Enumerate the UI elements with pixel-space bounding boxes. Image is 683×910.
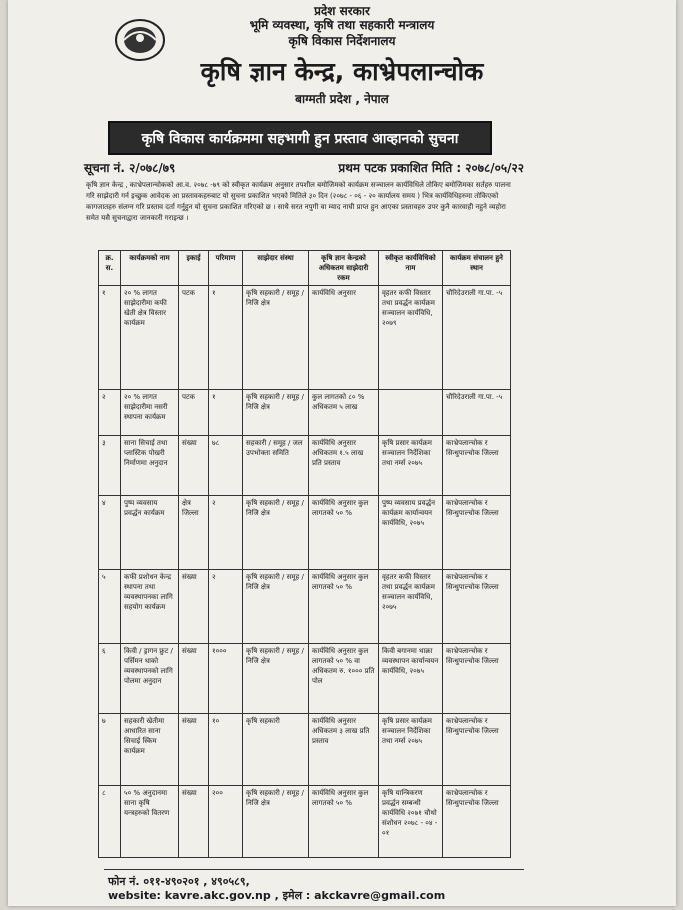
table-cell: कार्यविधि अनुसार कुल लागतको ५० % वा अधिकतम रु. १००० प्रति पोल <box>309 644 379 714</box>
table-cell: संख्या <box>179 644 209 714</box>
table-cell: २ <box>209 496 243 570</box>
table-header-cell: कार्यक्रम संचालन हुने स्थान <box>443 251 511 286</box>
table-row <box>99 570 511 644</box>
table-cell: कृषि प्रसार कार्यक्रम सञ्चालन निर्देशिका तथा नर्म्स २०७५ <box>379 436 443 496</box>
table-cell: कृषि प्रसार कार्यक्रम सञ्चालन निर्देशिका तथा नर्म्स २०७५ <box>379 714 443 786</box>
table-cell: साना सिचाई तथा प्लास्टिक पोखरी निर्माणमा अनुदान <box>121 436 179 496</box>
table-cell: काभ्रेपलान्चोक र सिन्धुपाल्चोक जिल्ला <box>443 496 511 570</box>
table-cell: संख्या <box>179 570 209 644</box>
table-cell: ३ <box>99 436 121 496</box>
footer-phone: फोन नं. ०११-४९०२०१ , ४९०५८९, <box>108 875 250 888</box>
table-cell: काभ्रेपलान्चोक र सिन्धुपाल्चोक जिल्ला <box>443 714 511 786</box>
table-cell: सहकारी / समूह / जल उपभोक्ता समिति <box>243 436 309 496</box>
table-cell: १००० <box>209 644 243 714</box>
table-header-cell: कृषि ज्ञान केन्द्रको अधिकतम साझेदारी रकम <box>309 251 379 286</box>
table-cell: चौरिदेउराली गा.पा. -५ <box>443 286 511 390</box>
table-cell: २०० <box>209 786 243 858</box>
footer <box>108 875 445 903</box>
table-cell: ५० % अनुदानमा साना कृषि यन्त्रहरुको वितरण <box>121 786 179 858</box>
table-header-cell: साझेदार संस्था <box>243 251 309 286</box>
table-row <box>99 286 511 390</box>
table-cell: कृषि सहकारी / समूह / निजि क्षेत्र <box>243 570 309 644</box>
footer-divider <box>104 869 524 870</box>
table-cell: वृहतर कफी विस्तार तथा प्रवर्द्धन कार्यक्रम सञ्चालन कार्यविधि, २०७५ <box>379 570 443 644</box>
notice-body: कृषि ज्ञान केन्द्र , काभ्रेपलान्चोकको आ.व. २०७८ -७९ को स्वीकृत कार्यक्रम अनुसार तपशील बमोजिमको कार्यक्रम सञ्चालन कार्यविधिले तोकिए बमोजिमका सर्तहरु पालना गरि साझेदारी गर्न इच्छुक आवेदक आ प्रस्तावकहरुबाट यो सुचना प्रकाशित भएको मितिले ३० दिन (२०७८ - ०६ - २० कार्यालय समय ) भित्र कार्यविधिहरुमा तोकिएको कागजातहरु संलग्न गरि प्रस्ताव दर्ता गर्नुहुन यो सुचना प्रकाशित गरिएको छ । साथै सरत नपुगी वा म्याद नाघी प्राप्त हुन आएका प्रस्तावहरु उपर कुनै कारवाही नहुने व्यहोरा समेत यसै सुचनाद्वारा जानकारी गराइन्छ । <box>86 181 511 222</box>
table-header-cell: क्र. स. <box>99 251 121 286</box>
table-cell: पुष्प व्यवसाय प्रवर्द्धन कार्यक्रम <box>121 496 179 570</box>
letterhead <box>8 0 676 108</box>
table-cell: कृषि यान्त्रिकरण प्रवर्द्धन सम्बन्धी कार्यविधि २०७१ चौथो संशोधन २०७८ - ०४ - ०१ <box>379 786 443 858</box>
table-cell: संख्या <box>179 714 209 786</box>
table-cell: वृहतर कफी विस्तार तथा प्रवर्द्धन कार्यक्रम सञ्चालन कार्यविधि, २०७९ <box>379 286 443 390</box>
table-cell: संख्या <box>179 786 209 858</box>
table-cell: ८ <box>99 786 121 858</box>
table-cell: संख्या <box>179 436 209 496</box>
table-cell: कार्यविधि अनुसार कुल लागतको ५० % <box>309 496 379 570</box>
program-table <box>98 250 511 858</box>
table-header-cell: स्वीकृत कार्यविधिको नाम <box>379 251 443 286</box>
table-cell <box>379 390 443 436</box>
table-cell: काभ्रेपलान्चोक र सिन्धुपाल्चोक जिल्ला <box>443 644 511 714</box>
header-line-2: भूमि व्यवस्था, कृषि तथा सहकारी मन्त्रालय <box>249 18 435 32</box>
table-row <box>99 390 511 436</box>
table-cell: क्षेत्र जिल्ला <box>179 496 209 570</box>
table-cell: कार्यविधि अनुसार <box>309 286 379 390</box>
table-cell: कृषि सहकारी <box>243 714 309 786</box>
table-header-cell: इकाई <box>179 251 209 286</box>
table-header-cell: परिमाण <box>209 251 243 286</box>
table-cell: २ <box>209 570 243 644</box>
header-line-3: कृषि विकास निर्देशनालय <box>288 34 396 48</box>
table-cell: कृषि सहकारी / समूह / निजि क्षेत्र <box>243 286 309 390</box>
table-cell: ५ <box>99 570 121 644</box>
table-cell: काभ्रेपलान्चोक र सिन्धुपाल्चोक जिल्ला <box>443 786 511 858</box>
table-cell: कार्यविधि अनुसार अधिकतम ३ लाख प्रति प्रस्ताव <box>309 714 379 786</box>
office-location: बाग्मती प्रदेश , नेपाल <box>295 92 389 106</box>
table-cell: पटक <box>179 286 209 390</box>
table-cell: ७८ <box>209 436 243 496</box>
table-cell: १ <box>209 390 243 436</box>
notice-number: सूचना नं. २/०७८/७९ <box>84 161 176 175</box>
notice-meta <box>84 159 524 176</box>
table-cell: कफी प्रशोधन केन्द्र स्थापना तथा व्यवस्थापनका लागि सहयोग कार्यक्रम <box>121 570 179 644</box>
table-cell: पुष्प व्यवसाय प्रवर्द्धन कार्यक्रम कार्यान्वयन कार्यविधि, २०७५ <box>379 496 443 570</box>
table-cell: कार्यविधि अनुसार कुल लागतको ५० % <box>309 570 379 644</box>
table-cell: काभ्रेपलान्चोक र सिन्धुपाल्चोक जिल्ला <box>443 436 511 496</box>
table-row <box>99 436 511 496</box>
table-cell: काभ्रेपलान्चोक र सिन्धुपाल्चोक जिल्ला <box>443 570 511 644</box>
table-cell: कार्यविधि अनुसार कुल लागतको ५० % <box>309 786 379 858</box>
table-cell: कृषि सहकारी / समूह / निजि क्षेत्र <box>243 644 309 714</box>
table-row <box>99 644 511 714</box>
notice-paper <box>8 0 676 906</box>
table-cell: ६ <box>99 644 121 714</box>
table-cell: १ <box>99 286 121 390</box>
table-cell: चौरिदेउराली गा.पा. -५ <box>443 390 511 436</box>
table-cell: सहकारी खेतीमा आधारित साना सिचाई स्किम कार्यक्रम <box>121 714 179 786</box>
table-cell: पटक <box>179 390 209 436</box>
table-cell: कृषि सहकारी / समूह / निजि क्षेत्र <box>243 496 309 570</box>
table-cell: २० % लागत साझेदारीमा कफी खेती क्षेत्र विस्तार कार्यक्रम <box>121 286 179 390</box>
notice-banner: कृषि विकास कार्यक्रममा सहभागी हुन प्रस्ताव आव्हानको सुचना <box>108 121 492 155</box>
table-cell: ७ <box>99 714 121 786</box>
table-cell: किवी / ड्रागन फ्रुट / पर्सिमन धाको व्यवस्थापनको लागि पोलमा अनुदान <box>121 644 179 714</box>
table-row <box>99 496 511 570</box>
publish-date: प्रथम पटक प्रकाशित मिति : २०७८/०५/२२ <box>338 161 524 175</box>
header-line-1: प्रदेश सरकार <box>314 4 370 18</box>
table-cell: कुल लागतको ८० % अधिकतम ५ लाख <box>309 390 379 436</box>
table-cell: ४ <box>99 496 121 570</box>
table-cell: कृषि सहकारी / समूह / निजि क्षेत्र <box>243 786 309 858</box>
table-cell: २० % लागत साझेदारीमा नसरी स्थापना कार्यक्रम <box>121 390 179 436</box>
table-cell: कृषि सहकारी / समूह / निजि क्षेत्र <box>243 390 309 436</box>
table-cell: १ <box>209 286 243 390</box>
table-cell: १० <box>209 714 243 786</box>
table-row <box>99 786 511 858</box>
table-header-row <box>99 251 511 286</box>
office-title: कृषि ज्ञान केन्द्र, काभ्रेपलान्चोक <box>200 57 484 86</box>
table-cell: किवी बगानमा थाक्रा व्यवस्थापन कार्यान्वयन कार्यविधि, २०७५ <box>379 644 443 714</box>
table-cell: कार्यविधि अनुसार अधिकतम १.५ लाख प्रति प्रस्ताव <box>309 436 379 496</box>
footer-contact: website: kavre.akc.gov.np , इमेल : akckavre@gmail.com <box>108 889 446 902</box>
table-cell: २ <box>99 390 121 436</box>
table-row <box>99 714 511 786</box>
table-header-cell: कार्यक्रमको नाम <box>121 251 179 286</box>
